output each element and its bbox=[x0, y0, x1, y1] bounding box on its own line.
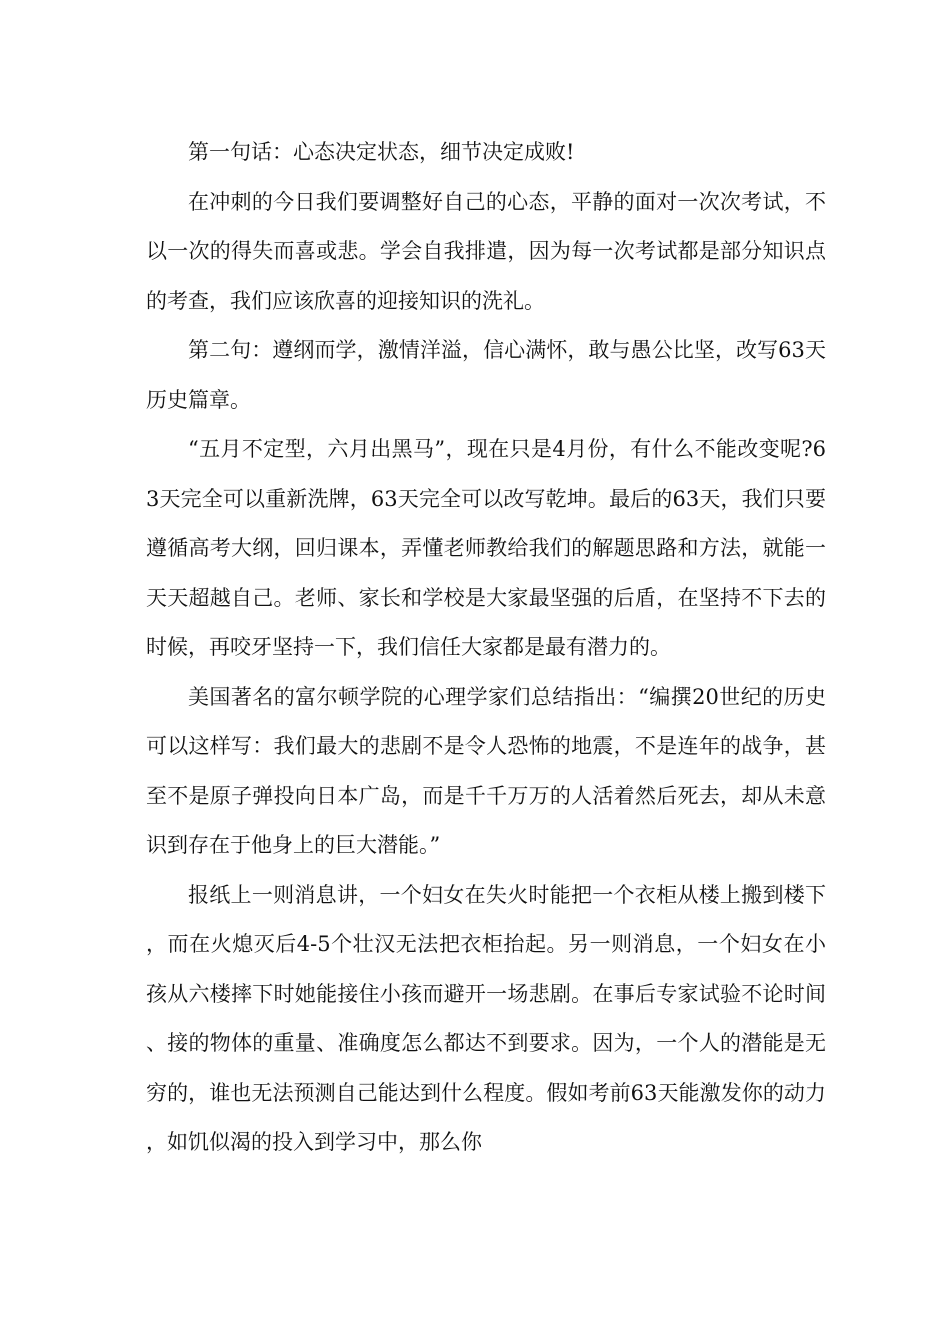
paragraph-body-1: 在冲刺的今日我们要调整好自己的心态，平静的面对一次次考试，不以一次的得失而喜或悲。学会自我排遣，因为每一次考试都是部分知识点的考查，我们应该欣喜的迎接知识的洗礼。 bbox=[146, 189, 826, 313]
paragraph-heading-2: 第二句：遵纲而学，激情洋溢，信心满怀，敢与愚公比坚，改写63天历史篇章。 bbox=[146, 338, 826, 412]
paragraph-story: 报纸上一则消息讲，一个妇女在失火时能把一个衣柜从楼上搬到楼下，而在火熄灭后4-5个壮汉无法把衣柜抬起。另一则消息，一个妇女在小孩从六楼摔下时她能接住小孩而避开一场悲剧。在事后专家试验不论时间、接的物体的重量、准确度怎么都达不到要求。因为，一个人的潜能是无穷的，谁也无法预测自己能达到什么程度。假如考前63天能激发你的动力，如饥似渴的投入到学习中，那么你 bbox=[146, 882, 826, 1154]
paragraph-heading-1: 第一句话：心态决定状态，细节决定成败! bbox=[188, 140, 575, 164]
paragraph-body-2: “五月不定型，六月出黑马”，现在只是4月份，有什么不能改变呢?63天完全可以重新洗牌，63天完全可以改写乾坤。最后的63天，我们只要遵循高考大纲，回归课本，弄懂老师教给我们的解题思路和方法，就能一天天超越自己。老师、家长和学校是大家最坚强的后盾，在坚持不下去的时候，再咬牙坚持一下，我们信任大家都是最有潜力的。 bbox=[146, 437, 826, 659]
document-body bbox=[146, 128, 826, 1168]
paragraph-quote: 美国著名的富尔顿学院的心理学家们总结指出：“编撰20世纪的历史可以这样写：我们最大的悲剧不是令人恐怖的地震，不是连年的战争，甚至不是原子弹投向日本广岛，而是千千万万的人活着然后死去，却从未意识到存在于他身上的巨大潜能。” bbox=[146, 684, 826, 857]
